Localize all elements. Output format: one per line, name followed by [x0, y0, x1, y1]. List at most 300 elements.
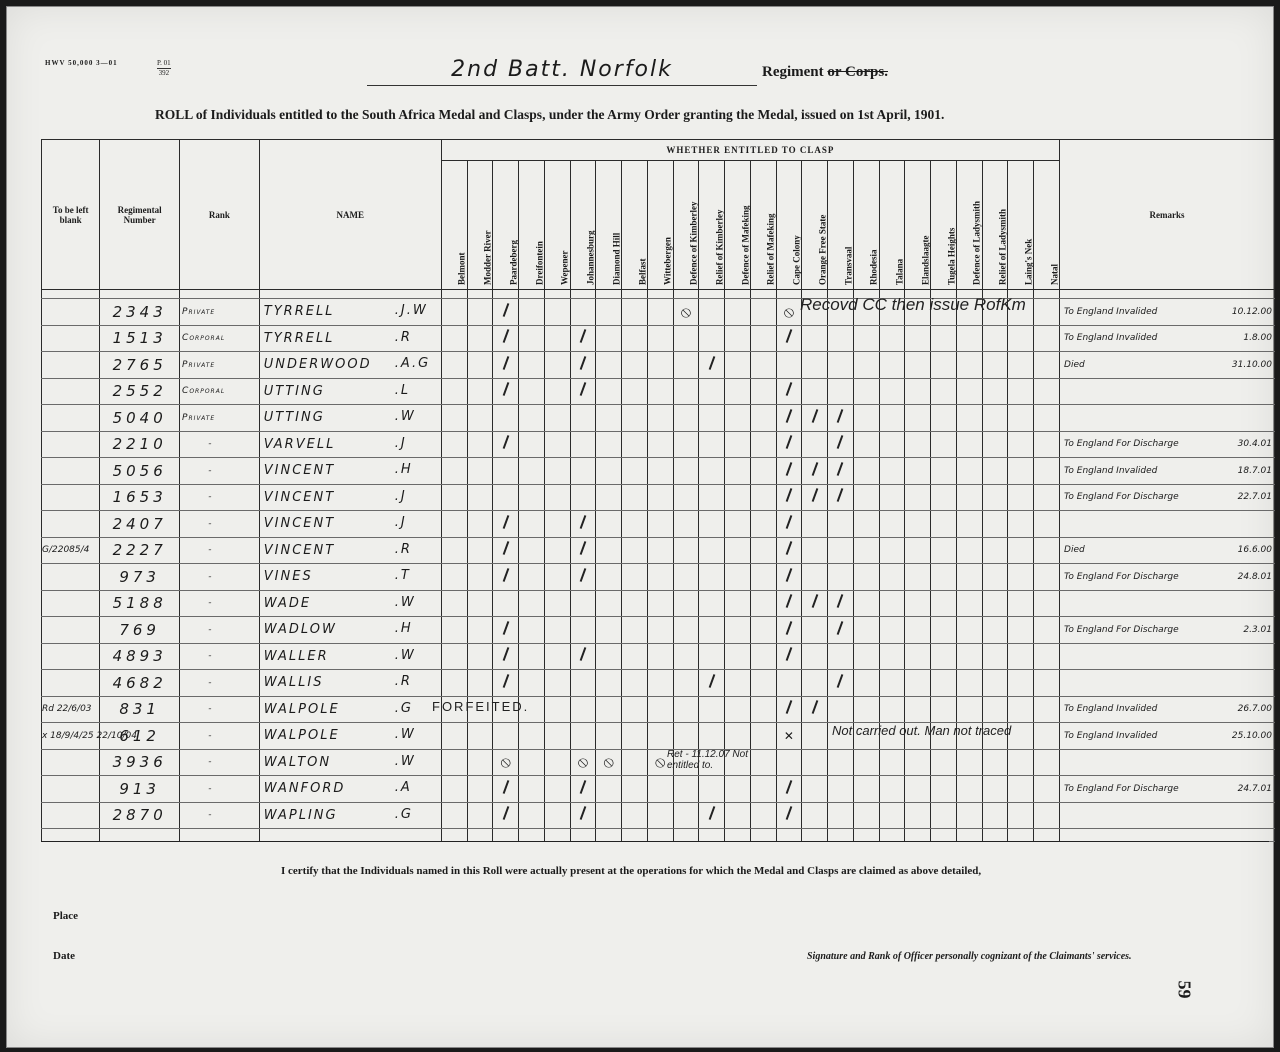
clasp-cell — [467, 537, 493, 564]
clasp-cell — [441, 670, 467, 697]
table-row — [42, 749, 1275, 776]
clasp-cell — [931, 564, 957, 591]
filler-cell — [1008, 829, 1034, 842]
clasp-cell — [467, 378, 493, 405]
clasp-cell — [544, 617, 570, 644]
initials: .R — [394, 541, 412, 557]
clasp-cell — [647, 378, 673, 405]
clasp-cell — [725, 723, 751, 750]
tick-stroke — [786, 568, 793, 582]
clasp-cell — [802, 537, 828, 564]
tick-mark — [493, 299, 519, 326]
remarks-cell — [1060, 802, 1275, 829]
clasp-cell — [982, 564, 1008, 591]
surname: WAPLING — [263, 807, 338, 823]
clasp-cell — [647, 776, 673, 803]
clasp-cell — [828, 325, 854, 352]
remarks-cell — [1060, 511, 1275, 538]
clasp-cell — [750, 511, 776, 538]
clasp-cell — [931, 431, 957, 458]
clasp-cell — [673, 537, 699, 564]
clasp-cell — [802, 670, 828, 697]
tick-mark — [570, 537, 596, 564]
table-row — [42, 590, 1275, 617]
clasp-cell — [853, 431, 879, 458]
table-row — [42, 378, 1275, 405]
regimental-number: 2870 — [100, 802, 180, 829]
clasp-cell — [982, 670, 1008, 697]
clasp-cell — [699, 484, 725, 511]
clasp-cell — [905, 484, 931, 511]
clasp-cell — [699, 458, 725, 485]
header-top-row — [42, 140, 1275, 161]
clasp-cell — [1008, 511, 1034, 538]
tick-stroke — [580, 515, 587, 529]
tick-stroke — [580, 382, 587, 396]
clasp-cell — [544, 378, 570, 405]
clasp-cell — [853, 405, 879, 432]
clasp-cell — [467, 511, 493, 538]
clasp-cell — [544, 431, 570, 458]
surname: WADLOW — [263, 622, 337, 638]
clasp-cell — [853, 590, 879, 617]
clasp-cell — [725, 511, 751, 538]
clasp-cell — [622, 643, 648, 670]
regimental-number: 612 — [100, 723, 180, 750]
clasp-cell — [905, 643, 931, 670]
tick-stroke — [837, 674, 844, 688]
surname: VINCENT — [263, 463, 336, 479]
clasp-cell — [647, 564, 673, 591]
col-regno-header — [100, 140, 180, 290]
clasp-cell — [776, 670, 802, 697]
clasp-cell — [441, 776, 467, 803]
surname: VINCENT — [263, 516, 336, 532]
clasp-cell — [647, 352, 673, 379]
clasp-cell — [956, 378, 982, 405]
tick-stroke — [786, 541, 793, 555]
remarks-cell — [1060, 564, 1275, 591]
remark-date: 24.8.01 — [1237, 571, 1272, 582]
clasp-cell — [750, 352, 776, 379]
filler-cell — [622, 829, 648, 842]
filler-cell — [673, 290, 699, 299]
filler-cell — [180, 829, 260, 842]
circled-tick: ⦸ — [776, 299, 802, 326]
clasp-header-cape-colony: Cape Colony — [776, 161, 802, 290]
clasp-cell — [750, 590, 776, 617]
blank-cell — [42, 590, 100, 617]
clasp-cell — [596, 564, 622, 591]
clasp-cell — [879, 564, 905, 591]
clasp-header-defence-of-kimberley: Defence of Kimberley — [673, 161, 699, 290]
tick-stroke — [786, 621, 793, 635]
clasp-cell — [1008, 802, 1034, 829]
tick-mark — [776, 590, 802, 617]
initials: .G — [394, 700, 413, 716]
clasp-cell — [905, 590, 931, 617]
clasp-cell — [1008, 431, 1034, 458]
filler-cell — [544, 829, 570, 842]
unit-name: 2nd Batt. Norfolk — [451, 57, 673, 82]
clasp-header-rhodesia: Rhodesia — [853, 161, 879, 290]
regimental-number: 1513 — [100, 325, 180, 352]
tick-stroke — [580, 806, 587, 820]
clasp-cell — [982, 802, 1008, 829]
clasp-cell — [622, 723, 648, 750]
clasp-cell — [931, 749, 957, 776]
clasp-cell — [1034, 617, 1060, 644]
filler-cell — [1034, 829, 1060, 842]
clasp-cell — [982, 511, 1008, 538]
remark-date: 26.7.00 — [1237, 704, 1272, 715]
filler-cell — [42, 290, 100, 299]
clasp-cell — [596, 802, 622, 829]
clasp-cell — [493, 723, 519, 750]
tick-stroke — [786, 700, 793, 714]
clasp-cell — [828, 378, 854, 405]
clasp-cell — [1008, 537, 1034, 564]
clasp-cell — [1008, 484, 1034, 511]
tick-mark — [776, 564, 802, 591]
page-number: 59 — [1174, 980, 1195, 999]
clasp-cell — [570, 670, 596, 697]
clasp-cell — [853, 458, 879, 485]
clasp-cell — [673, 352, 699, 379]
regimental-number: 5056 — [100, 458, 180, 485]
regimental-number: 2407 — [100, 511, 180, 538]
clasp-cell — [750, 431, 776, 458]
clasp-cell — [622, 590, 648, 617]
clasp-cell — [879, 405, 905, 432]
form-ref-top: P. 01 — [157, 59, 171, 67]
table-row — [42, 431, 1275, 458]
tick-stroke — [786, 594, 793, 608]
clasp-cell — [544, 749, 570, 776]
clasp-cell — [956, 590, 982, 617]
remark-text: To England For Discharge — [1064, 783, 1179, 794]
clasp-header-wittebergen: Wittebergen — [647, 161, 673, 290]
regimental-number: 5188 — [100, 590, 180, 617]
clasp-cell — [931, 405, 957, 432]
clasp-cell — [570, 299, 596, 326]
tick-mark — [776, 325, 802, 352]
blank-cell — [42, 564, 100, 591]
clasp-cell — [750, 378, 776, 405]
clasp-cell — [931, 352, 957, 379]
clasp-header-defence-of-ladysmith: Defence of Ladysmith — [956, 161, 982, 290]
clasp-cell — [879, 458, 905, 485]
col-regno-label: Regimental Number — [117, 204, 162, 225]
clasp-cell — [956, 776, 982, 803]
filler-cell — [570, 829, 596, 842]
clasp-cell — [1008, 670, 1034, 697]
clasp-cell — [853, 325, 879, 352]
clasp-cell — [879, 511, 905, 538]
surname: WADE — [263, 595, 312, 611]
filler-cell — [647, 290, 673, 299]
tick-mark — [828, 590, 854, 617]
filler-cell — [596, 290, 622, 299]
clasp-cell — [622, 484, 648, 511]
clasp-cell — [519, 405, 545, 432]
clasp-cell — [853, 776, 879, 803]
clasp-cell — [725, 802, 751, 829]
clasp-cell — [622, 670, 648, 697]
tick-mark — [776, 458, 802, 485]
remark-date: 22.7.01 — [1237, 492, 1272, 503]
clasp-group-label: WHETHER ENTITLED TO CLASP — [666, 145, 835, 155]
clasp-cell — [699, 405, 725, 432]
clasp-cell — [725, 484, 751, 511]
clasp-cell — [596, 405, 622, 432]
initials: .A.G — [394, 356, 431, 371]
clasp-cell — [673, 405, 699, 432]
col-remarks-label: Remarks — [1149, 209, 1185, 220]
tick-mark — [570, 378, 596, 405]
tick-mark — [493, 325, 519, 352]
clasp-cell — [828, 696, 854, 723]
remark-date: 18.7.01 — [1237, 465, 1272, 476]
clasp-cell — [750, 299, 776, 326]
clasp-cell — [1034, 643, 1060, 670]
clasp-cell — [467, 723, 493, 750]
initials: .W — [394, 409, 416, 424]
clasp-cell — [544, 643, 570, 670]
initials: .W — [394, 647, 416, 663]
clasp-cell — [441, 537, 467, 564]
tick-mark — [493, 431, 519, 458]
blank-cell — [42, 643, 100, 670]
clasp-cell — [879, 431, 905, 458]
clasp-cell — [802, 352, 828, 379]
clasp-cell — [467, 325, 493, 352]
form-code-line: HWV 50,000 3—01 — [45, 59, 118, 67]
initials: .J — [394, 488, 407, 504]
clasp-cell — [622, 802, 648, 829]
filler-cell — [802, 829, 828, 842]
filler-cell — [493, 829, 519, 842]
col-blank-header — [42, 140, 100, 290]
clasp-cell — [802, 378, 828, 405]
clasp-cell — [570, 458, 596, 485]
clasp-cell — [725, 299, 751, 326]
tick-mark — [776, 696, 802, 723]
clasp-cell — [544, 590, 570, 617]
clasp-cell — [853, 537, 879, 564]
clasp-cell — [441, 564, 467, 591]
tick-mark — [493, 670, 519, 697]
clasp-cell — [544, 511, 570, 538]
clasp-cell — [673, 484, 699, 511]
initials: .J — [394, 515, 407, 530]
clasp-cell — [596, 617, 622, 644]
clasp-cell — [1034, 723, 1060, 750]
tick-stroke — [580, 356, 587, 370]
tick-mark — [776, 431, 802, 458]
clasp-cell — [828, 776, 854, 803]
clasp-header-relief-of-ladysmith: Relief of Ladysmith — [982, 161, 1008, 290]
clasp-cell — [493, 590, 519, 617]
clasp-cell — [725, 325, 751, 352]
clasp-cell — [1034, 590, 1060, 617]
clasp-cell — [699, 431, 725, 458]
clasp-cell — [467, 299, 493, 326]
clasp-cell — [725, 458, 751, 485]
clasp-cell — [956, 405, 982, 432]
tick-mark — [493, 776, 519, 803]
tick-mark — [570, 511, 596, 538]
clasp-cell — [673, 723, 699, 750]
clasp-cell — [828, 643, 854, 670]
rank-cell: - — [180, 617, 260, 644]
surname: TYRRELL — [263, 304, 335, 320]
clasp-cell — [699, 617, 725, 644]
clasp-cell — [931, 696, 957, 723]
col-name-header — [259, 140, 441, 290]
clasp-cell — [544, 299, 570, 326]
table-row — [42, 776, 1275, 803]
clasp-cell — [467, 405, 493, 432]
filler-cell — [750, 829, 776, 842]
clasp-cell — [441, 643, 467, 670]
clasp-cell — [905, 564, 931, 591]
tick-stroke — [708, 356, 715, 370]
initials: .T — [394, 568, 411, 583]
table-row — [42, 696, 1275, 723]
rank-cell: - — [180, 564, 260, 591]
clasp-cell — [725, 670, 751, 697]
clasp-cell — [647, 325, 673, 352]
remark-text: To England Invalided — [1064, 465, 1158, 476]
clasp-cell — [622, 325, 648, 352]
table-row — [42, 643, 1275, 670]
clasp-cell — [750, 458, 776, 485]
form-ref — [157, 59, 171, 78]
clasp-cell — [905, 537, 931, 564]
clasp-cell — [544, 670, 570, 697]
tick-mark — [828, 458, 854, 485]
clasp-cell — [853, 378, 879, 405]
tick-stroke — [502, 303, 509, 317]
clasp-cell — [673, 458, 699, 485]
clasp-cell — [596, 723, 622, 750]
clasp-cell — [853, 802, 879, 829]
filler-row — [42, 290, 1275, 299]
filler-cell — [180, 290, 260, 299]
tick-stroke — [580, 541, 587, 555]
clasp-cell — [441, 299, 467, 326]
initials: .G — [394, 806, 413, 822]
clasp-cell — [622, 749, 648, 776]
clasp-cell — [725, 537, 751, 564]
remarks-cell — [1060, 696, 1275, 723]
clasp-cell — [1034, 511, 1060, 538]
clasp-cell — [905, 325, 931, 352]
clasp-cell — [956, 511, 982, 538]
clasp-cell — [905, 458, 931, 485]
circled-tick: ⦸ — [596, 749, 622, 776]
regimental-number: 4682 — [100, 670, 180, 697]
clasp-cell — [982, 325, 1008, 352]
clasp-cell — [725, 564, 751, 591]
clasp-cell — [879, 776, 905, 803]
clasp-cell — [673, 511, 699, 538]
surname: WALPOLE — [263, 728, 340, 744]
tick-stroke — [502, 541, 509, 555]
tick-stroke — [502, 621, 509, 635]
clasp-cell — [467, 352, 493, 379]
clasp-cell — [519, 431, 545, 458]
tick-stroke — [502, 674, 509, 688]
tick-mark — [493, 802, 519, 829]
clasp-cell — [853, 617, 879, 644]
clasp-cell — [982, 590, 1008, 617]
regimental-number: 2343 — [100, 299, 180, 326]
remarks-cell — [1060, 723, 1275, 750]
tick-mark — [776, 643, 802, 670]
initials: .W — [394, 753, 416, 769]
name-cell — [259, 670, 441, 697]
clasp-cell — [441, 511, 467, 538]
clasp-cell — [441, 458, 467, 485]
tick-mark — [493, 511, 519, 538]
form-code — [45, 59, 118, 67]
clasp-cell — [467, 670, 493, 697]
tick-mark — [776, 484, 802, 511]
tick-mark — [493, 643, 519, 670]
clasp-cell — [673, 564, 699, 591]
clasp-cell — [647, 405, 673, 432]
clasp-cell — [828, 352, 854, 379]
clasp-cell — [519, 511, 545, 538]
clasp-cell — [802, 802, 828, 829]
filler-cell — [956, 829, 982, 842]
rank-cell: - — [180, 696, 260, 723]
regimental-number: 769 — [100, 617, 180, 644]
clasp-cell — [622, 696, 648, 723]
rank-cell: - — [180, 749, 260, 776]
roll-title: ROLL of Individuals entitled to the South Africa Medal and Clasps, under the Army Order granting the Medal, issued on 1st April, 1901. — [155, 107, 945, 122]
filler-cell — [725, 829, 751, 842]
clasp-cell — [853, 352, 879, 379]
clasp-cell — [879, 643, 905, 670]
filler-cell — [905, 829, 931, 842]
rank-cell: - — [180, 431, 260, 458]
clasp-cell — [622, 405, 648, 432]
clasp-cell — [1034, 325, 1060, 352]
clasp-cell — [519, 484, 545, 511]
table-row — [42, 405, 1275, 432]
tick-mark — [570, 325, 596, 352]
tick-stroke — [502, 435, 509, 449]
clasp-cell — [544, 325, 570, 352]
clasp-cell — [905, 511, 931, 538]
or-corps: or Corps. — [827, 64, 888, 80]
blank-cell — [42, 325, 100, 352]
name-cell — [259, 776, 441, 803]
clasp-cell — [622, 511, 648, 538]
tick-mark — [776, 537, 802, 564]
tick-mark — [776, 378, 802, 405]
clasp-cell — [1034, 299, 1060, 326]
clasp-cell — [776, 352, 802, 379]
clasp-cell — [750, 802, 776, 829]
clasp-cell — [1008, 643, 1034, 670]
clasp-cell — [647, 511, 673, 538]
clasp-cell — [441, 617, 467, 644]
clasp-cell — [1034, 802, 1060, 829]
